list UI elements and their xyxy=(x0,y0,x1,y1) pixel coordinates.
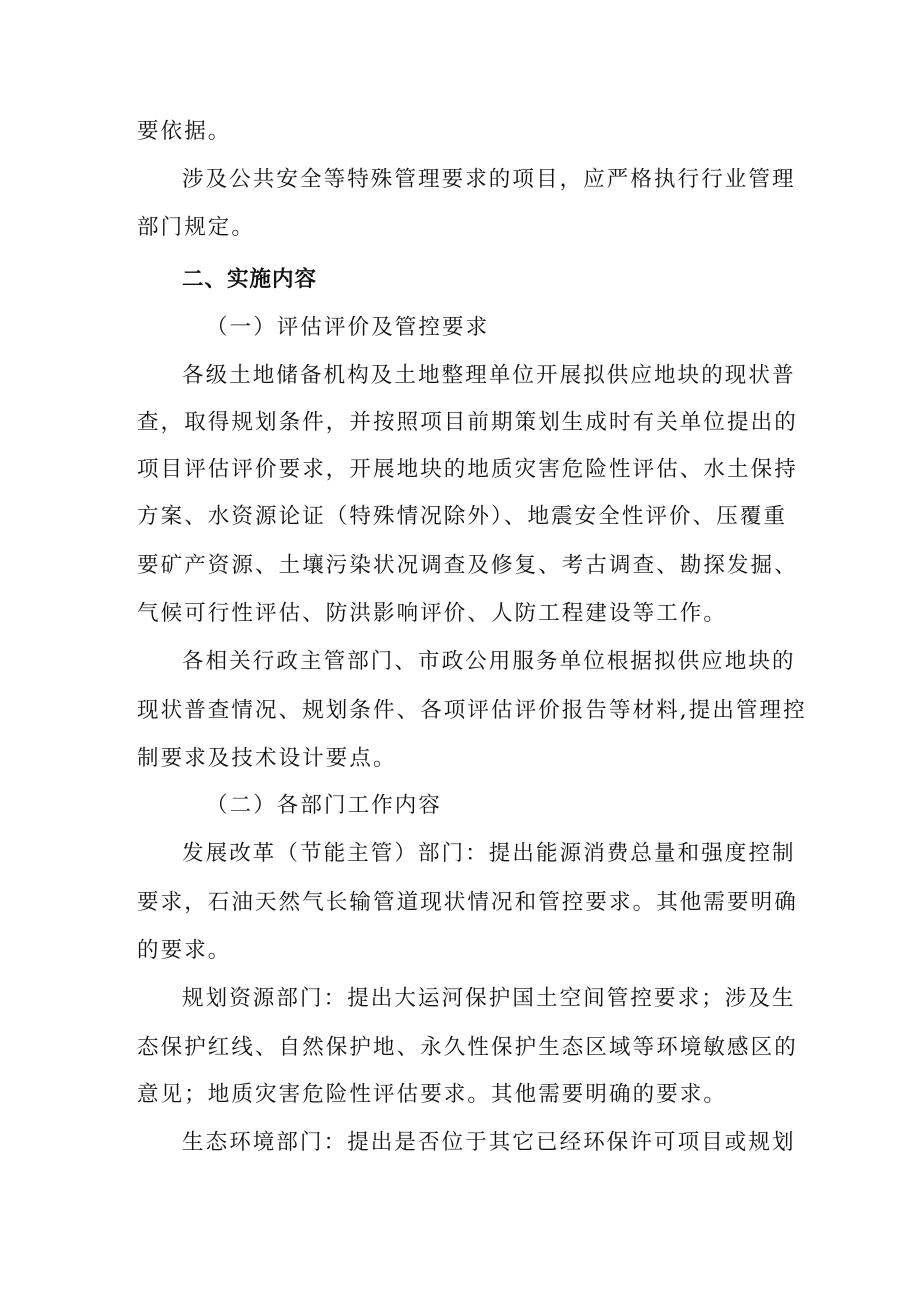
paragraph-line: 生态环境部门：提出是否位于其它已经环保许可项目或规划 xyxy=(182,1130,796,1155)
paragraph-line: 的要求。 xyxy=(137,938,232,963)
subsection-heading: （二）各部门工作内容 xyxy=(206,793,443,818)
section-heading: 二、实施内容 xyxy=(182,267,318,292)
paragraph-line: 态保护红线、自然保护地、永久性保护生态区域等环境敏感区的 xyxy=(137,1035,798,1060)
paragraph-line: 要求，石油天然气长输管道现状情况和管控要求。其他需要明确 xyxy=(137,890,798,915)
paragraph-line: 意见；地质灾害危险性评估要求。其他需要明确的要求。 xyxy=(137,1082,728,1107)
paragraph-line: 各相关行政主管部门、市政公用服务单位根据拟供应地块的 xyxy=(182,649,796,674)
paragraph-line: 查，取得规划条件，并按照项目前期策划生成时有关单位提出的 xyxy=(137,410,798,435)
paragraph-line: 各级土地储备机构及土地整理单位开展拟供应地块的现状普 xyxy=(182,363,796,388)
paragraph-line: 方案、水资源论证（特殊情况除外）、地震安全性评价、压覆重 xyxy=(137,504,788,529)
paragraph-line: 现状普查情况、规划条件、各项评估评价报告等材料,提出管理控 xyxy=(137,698,807,723)
paragraph-line: 要依据。 xyxy=(137,119,232,144)
paragraph-line: 发展改革（节能主管）部门：提出能源消费总量和强度控制 xyxy=(182,841,796,866)
paragraph-line: 部门规定。 xyxy=(137,215,256,240)
paragraph-line: 要矿产资源、土壤污染状况调查及修复、考古调查、勘探发掘、 xyxy=(137,553,798,578)
paragraph-line: 制要求及技术设计要点。 xyxy=(137,746,397,771)
paragraph-line: 气候可行性评估、防洪影响评价、人防工程建设等工作。 xyxy=(137,601,728,626)
paragraph-line: 规划资源部门：提出大运河保护国土空间管控要求；涉及生 xyxy=(182,986,796,1011)
paragraph-line: 涉及公共安全等特殊管理要求的项目，应严格执行行业管理 xyxy=(182,167,796,192)
paragraph-line: 项目评估评价要求，开展地块的地质灾害危险性评估、水土保持 xyxy=(137,457,798,482)
subsection-heading: （一）评估评价及管控要求 xyxy=(206,315,490,340)
